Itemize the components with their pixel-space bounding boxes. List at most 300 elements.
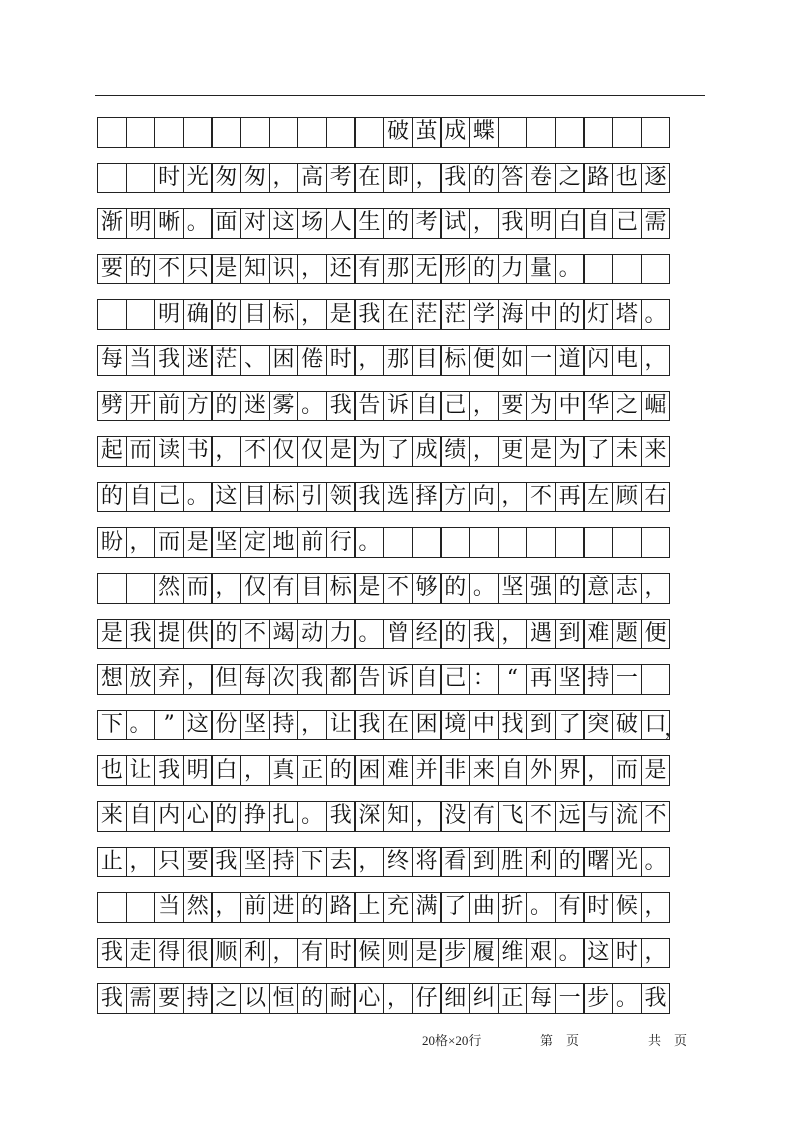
grid-cell: 当	[154, 892, 184, 923]
grid-cell: 需	[641, 208, 671, 239]
grid-cell: 志	[612, 573, 642, 604]
grid-cell: 自	[498, 755, 528, 786]
grid-cell: 自	[412, 664, 442, 695]
grid-cell: 而	[154, 527, 184, 558]
grid-cell: 困	[354, 755, 384, 786]
grid-cell: ，	[297, 710, 327, 741]
grid-cell: 力	[326, 619, 356, 650]
grid-cell: 领	[326, 482, 356, 513]
grid-row	[97, 573, 670, 604]
grid-cell: 的	[97, 482, 127, 513]
grid-cell: 我	[154, 345, 184, 376]
grid-cell: 前	[240, 892, 270, 923]
grid-cell: 蝶	[469, 117, 499, 148]
grid-cell: 劈	[97, 391, 127, 422]
grid-cell: 也	[612, 163, 642, 194]
grid-cell: 我	[354, 482, 384, 513]
grid-cell: 倦	[297, 345, 327, 376]
grid-row	[97, 710, 685, 741]
grid-cell: 满	[412, 892, 442, 923]
grid-cell: 知	[240, 254, 270, 285]
grid-cell	[440, 527, 470, 558]
grid-cell: 破	[612, 710, 642, 741]
grid-row	[97, 163, 670, 194]
grid-cell: 将	[412, 847, 442, 878]
grid-cell: 只	[183, 254, 213, 285]
grid-cell: 是	[412, 938, 442, 969]
grid-cell: 破	[383, 117, 413, 148]
grid-cell: 高	[297, 163, 327, 194]
grid-cell: 的	[211, 801, 241, 832]
grid-cell: 终	[383, 847, 413, 878]
grid-cell	[641, 117, 671, 148]
grid-cell: 前	[297, 527, 327, 558]
grid-cell: 胜	[498, 847, 528, 878]
grid-cell	[354, 117, 384, 148]
grid-cell: 开	[126, 391, 156, 422]
grid-cell: 诉	[383, 391, 413, 422]
grid-cell: 。	[354, 619, 384, 650]
grid-cell: 我	[97, 938, 127, 969]
grid-cell: ，	[469, 391, 499, 422]
grid-cell: 匆	[211, 163, 241, 194]
grid-cell	[183, 117, 213, 148]
grid-cell: 为	[526, 391, 556, 422]
grid-cell: 是	[211, 254, 241, 285]
grid-cell: 步	[440, 938, 470, 969]
grid-cell: 的	[211, 391, 241, 422]
grid-cell: 利	[526, 847, 556, 878]
grid-cell: 是	[526, 436, 556, 467]
grid-cell: 曾	[383, 619, 413, 650]
grid-cell: 试	[440, 208, 470, 239]
grid-cell	[97, 892, 127, 923]
grid-cell: 顺	[211, 938, 241, 969]
grid-cell	[126, 299, 156, 330]
grid-cell: 茫	[440, 299, 470, 330]
grid-row	[97, 345, 670, 376]
grid-cell	[97, 573, 127, 604]
grid-cell: 放	[126, 664, 156, 695]
grid-cell: ，	[498, 482, 528, 513]
grid-cell	[412, 527, 442, 558]
grid-cell: 仅	[240, 573, 270, 604]
grid-cell: 考	[412, 208, 442, 239]
grid-cell: 心	[354, 983, 384, 1014]
grid-cell: 目	[240, 482, 270, 513]
grid-cell: 然	[154, 573, 184, 604]
grid-row	[97, 801, 670, 832]
grid-cell: 找	[498, 710, 528, 741]
grid-cell: 定	[240, 527, 270, 558]
grid-cell: 强	[526, 573, 556, 604]
grid-row	[97, 208, 670, 239]
total-pages-label: 共 页	[648, 1033, 688, 1048]
grid-cell	[641, 664, 671, 695]
grid-cell: 前	[154, 391, 184, 422]
grid-cell: 的	[469, 163, 499, 194]
grid-row	[97, 117, 670, 148]
grid-cell: 了	[555, 710, 585, 741]
grid-cell: 候	[612, 892, 642, 923]
grid-cell: 要	[97, 254, 127, 285]
grid-cell: 在	[383, 299, 413, 330]
grid-cell: 不	[240, 619, 270, 650]
grid-cell: ”	[154, 710, 184, 741]
grid-cell	[211, 117, 241, 148]
grid-cell: 我	[297, 664, 327, 695]
grid-cell	[612, 527, 642, 558]
grid-cell: 。	[555, 938, 585, 969]
grid-cell: 闪	[583, 345, 613, 376]
grid-cell: 到	[555, 619, 585, 650]
overflow-punctuation: ，	[664, 715, 685, 740]
grid-cell: 自	[412, 391, 442, 422]
grid-cell: 茫	[412, 299, 442, 330]
grid-cell: 面	[211, 208, 241, 239]
grid-cell: 的	[211, 619, 241, 650]
grid-cell: 是	[183, 527, 213, 558]
grid-row	[97, 391, 670, 422]
grid-cell: 为	[555, 436, 585, 467]
grid-cell: 让	[126, 755, 156, 786]
grid-cell: 不	[383, 573, 413, 604]
grid-cell: 识	[269, 254, 299, 285]
grid-cell	[583, 254, 613, 285]
grid-cell: 书	[183, 436, 213, 467]
grid-cell: 了	[583, 436, 613, 467]
grid-cell: 内	[154, 801, 184, 832]
grid-cell: 是	[326, 436, 356, 467]
grid-row	[97, 664, 670, 695]
grid-cell: 不	[240, 436, 270, 467]
grid-cell: 流	[612, 801, 642, 832]
grid-cell: 。	[641, 299, 671, 330]
grid-cell: 但	[211, 664, 241, 695]
grid-cell: ，	[297, 299, 327, 330]
grid-cell: 电	[612, 345, 642, 376]
grid-cell: 有	[297, 938, 327, 969]
grid-cell: 向	[469, 482, 499, 513]
grid-cell: ：	[469, 664, 499, 695]
grid-cell: 艰	[526, 938, 556, 969]
grid-cell: 坚	[555, 664, 585, 695]
grid-cell: 光	[612, 847, 642, 878]
grid-cell: 坚	[240, 847, 270, 878]
grid-cell: 明	[526, 208, 556, 239]
grid-cell: 便	[641, 619, 671, 650]
grid-cell: 这	[269, 208, 299, 239]
grid-cell: 标	[269, 482, 299, 513]
grid-cell: 到	[469, 847, 499, 878]
grid-cell: 选	[383, 482, 413, 513]
grid-cell: ，	[583, 755, 613, 786]
grid-cell: 的	[297, 892, 327, 923]
grid-cell: 明	[154, 299, 184, 330]
grid-cell: ，	[240, 755, 270, 786]
grid-cell: 心	[183, 801, 213, 832]
grid-cell	[126, 573, 156, 604]
grid-cell: 。	[183, 208, 213, 239]
grid-cell: 人	[326, 208, 356, 239]
grid-cell: 自	[126, 801, 156, 832]
grid-cell: 的	[326, 755, 356, 786]
grid-cell: 标	[269, 299, 299, 330]
grid-row	[97, 983, 670, 1014]
grid-cell: 白	[555, 208, 585, 239]
grid-cell	[97, 117, 127, 148]
grid-cell: 的	[469, 254, 499, 285]
grid-cell: 我	[498, 208, 528, 239]
grid-cell: 供	[183, 619, 213, 650]
grid-cell: 到	[526, 710, 556, 741]
grid-cell: 逐	[641, 163, 671, 194]
grid-cell: 学	[469, 299, 499, 330]
grid-cell: ，	[297, 254, 327, 285]
grid-cell	[126, 892, 156, 923]
grid-cell: 匆	[240, 163, 270, 194]
grid-cell: ，	[269, 938, 299, 969]
grid-cell: 方	[440, 482, 470, 513]
grid-cell: 口	[641, 710, 671, 741]
grid-cell: 成	[440, 117, 470, 148]
grid-cell: 次	[269, 664, 299, 695]
grid-row	[97, 436, 670, 467]
grid-cell: 对	[240, 208, 270, 239]
grid-cell: ，	[498, 619, 528, 650]
grid-cell: 目	[297, 573, 327, 604]
grid-cell: 外	[526, 755, 556, 786]
grid-cell: 每	[526, 983, 556, 1014]
grid-cell: 地	[269, 527, 299, 558]
grid-cell: ，	[641, 938, 671, 969]
grid-cell: 我	[354, 299, 384, 330]
grid-cell: 当	[126, 345, 156, 376]
grid-cell: 时	[326, 345, 356, 376]
grid-cell: 要	[183, 847, 213, 878]
grid-cell: ，	[469, 436, 499, 467]
grid-cell: 也	[97, 755, 127, 786]
grid-cell: 仔	[412, 983, 442, 1014]
grid-cell	[641, 254, 671, 285]
grid-cell: 我	[354, 710, 384, 741]
grid-cell: 。	[612, 983, 642, 1014]
grid-cell: 那	[383, 345, 413, 376]
grid-cell: 诉	[383, 664, 413, 695]
grid-cell: 折	[498, 892, 528, 923]
grid-cell: 坚	[240, 710, 270, 741]
grid-cell: 引	[297, 482, 327, 513]
grid-cell: 时	[583, 892, 613, 923]
grid-cell: ，	[354, 847, 384, 878]
grid-cell: 题	[612, 619, 642, 650]
grid-cell: 时	[326, 938, 356, 969]
grid-cell: 耐	[326, 983, 356, 1014]
grid-cell: 履	[469, 938, 499, 969]
grid-cell: 的	[440, 573, 470, 604]
grid-cell: 我	[211, 847, 241, 878]
grid-cell: 场	[297, 208, 327, 239]
grid-cell: 真	[269, 755, 299, 786]
grid-row	[97, 938, 670, 969]
grid-cell: 之	[211, 983, 241, 1014]
grid-cell: 的	[555, 573, 585, 604]
grid-cell: 充	[383, 892, 413, 923]
grid-cell: 考	[326, 163, 356, 194]
grid-cell: 份	[211, 710, 241, 741]
grid-cell: 动	[297, 619, 327, 650]
grid-cell: 这	[583, 938, 613, 969]
grid-cell: 为	[354, 436, 384, 467]
grid-cell: 中	[555, 391, 585, 422]
grid-cell: ，	[211, 892, 241, 923]
grid-cell: 我	[641, 983, 671, 1014]
grid-cell: 。	[126, 710, 156, 741]
grid-cell: 正	[297, 755, 327, 786]
grid-cell: 一	[612, 664, 642, 695]
grid-cell: 持	[183, 983, 213, 1014]
grid-cell: 是	[354, 573, 384, 604]
grid-cell: 是	[326, 299, 356, 330]
grid-cell: 让	[326, 710, 356, 741]
grid-cell: 灯	[583, 299, 613, 330]
grid-cell	[583, 527, 613, 558]
page-footer	[0, 1030, 800, 1052]
grid-cell: 界	[555, 755, 585, 786]
grid-cell: 。	[354, 527, 384, 558]
grid-cell: ，	[354, 345, 384, 376]
grid-cell: 了	[383, 436, 413, 467]
grid-cell: ，	[641, 892, 671, 923]
grid-cell: 的	[126, 254, 156, 285]
grid-cell	[326, 117, 356, 148]
grid-cell: 有	[469, 801, 499, 832]
grid-cell: ，	[183, 664, 213, 695]
grid-cell: 每	[97, 345, 127, 376]
grid-cell: ，	[641, 573, 671, 604]
grid-cell: 止	[97, 847, 127, 878]
grid-cell: 在	[354, 163, 384, 194]
grid-cell: 时	[154, 163, 184, 194]
grid-cell: 生	[354, 208, 384, 239]
grid-cell: 方	[183, 391, 213, 422]
grid-cell: 未	[612, 436, 642, 467]
grid-cell	[154, 117, 184, 148]
grid-cell: 明	[126, 208, 156, 239]
grid-cell: 量	[526, 254, 556, 285]
grid-cell: 都	[326, 664, 356, 695]
grid-cell: 标	[440, 345, 470, 376]
grid-cell: 需	[126, 983, 156, 1014]
grid-cell: ，	[126, 527, 156, 558]
grid-cell: ，	[412, 163, 442, 194]
grid-cell: 海	[498, 299, 528, 330]
grid-cell	[297, 117, 327, 148]
grid-cell: 茫	[211, 345, 241, 376]
grid-cell: 成	[412, 436, 442, 467]
grid-cell: 看	[440, 847, 470, 878]
grid-cell: 下	[97, 710, 127, 741]
grid-cell: 经	[412, 619, 442, 650]
grid-cell: 之	[612, 391, 642, 422]
grid-cell: 而	[612, 755, 642, 786]
grid-cell: 难	[583, 619, 613, 650]
grid-cell: 行	[326, 527, 356, 558]
grid-cell: 绩	[440, 436, 470, 467]
grid-cell: 我	[126, 619, 156, 650]
grid-cell: 渐	[97, 208, 127, 239]
grid-cell: 竭	[269, 619, 299, 650]
grid-cell	[126, 163, 156, 194]
grid-cell: 这	[183, 710, 213, 741]
grid-cell: 目	[412, 345, 442, 376]
grid-cell: 难	[383, 755, 413, 786]
grid-cell: 更	[498, 436, 528, 467]
grid-cell: 己	[440, 664, 470, 695]
grid-cell: 中	[469, 710, 499, 741]
grid-cell: 告	[354, 391, 384, 422]
grid-cell: 盼	[97, 527, 127, 558]
grid-cell: 知	[383, 801, 413, 832]
grid-cell: 再	[526, 664, 556, 695]
grid-cell: 曲	[469, 892, 499, 923]
grid-cell: 持	[269, 847, 299, 878]
grid-cell: 仅	[269, 436, 299, 467]
grid-cell: 不	[154, 254, 184, 285]
grid-cell: 再	[555, 482, 585, 513]
grid-cell: 我	[326, 801, 356, 832]
grid-cell: 晰	[154, 208, 184, 239]
grid-cell: 左	[583, 482, 613, 513]
grid-cell: 道	[555, 345, 585, 376]
grid-cell: 。	[183, 482, 213, 513]
grid-cell: 我	[97, 983, 127, 1014]
grid-cell	[526, 527, 556, 558]
grid-cell: 进	[269, 892, 299, 923]
grid-cell: 答	[498, 163, 528, 194]
grid-row	[97, 892, 670, 923]
grid-cell: 一	[555, 983, 585, 1014]
grid-row	[97, 619, 670, 650]
grid-cell: 来	[641, 436, 671, 467]
grid-cell: 仅	[297, 436, 327, 467]
grid-cell: 白	[211, 755, 241, 786]
grid-cell: 。	[469, 573, 499, 604]
page-number-label: 第 页	[540, 1033, 580, 1048]
grid-cell: 够	[412, 573, 442, 604]
grid-cell: 。	[555, 254, 585, 285]
grid-cell: 自	[583, 208, 613, 239]
grid-cell: 自	[126, 482, 156, 513]
grid-cell	[126, 117, 156, 148]
grid-cell: 上	[354, 892, 384, 923]
grid-cell: ，	[211, 436, 241, 467]
grid-cell: 华	[583, 391, 613, 422]
grid-cell: 挣	[240, 801, 270, 832]
grid-cell: “	[498, 664, 528, 695]
top-rule	[95, 95, 705, 96]
grid-cell: 在	[383, 710, 413, 741]
grid-cell: ，	[383, 983, 413, 1014]
grid-cell: 茧	[412, 117, 442, 148]
grid-cell: 一	[526, 345, 556, 376]
grid-cell: 得	[154, 938, 184, 969]
grid-cell: ，	[126, 847, 156, 878]
grid-cell: 提	[154, 619, 184, 650]
grid-row	[97, 482, 670, 513]
grid-cell: 想	[97, 664, 127, 695]
grid-cell: 曙	[583, 847, 613, 878]
